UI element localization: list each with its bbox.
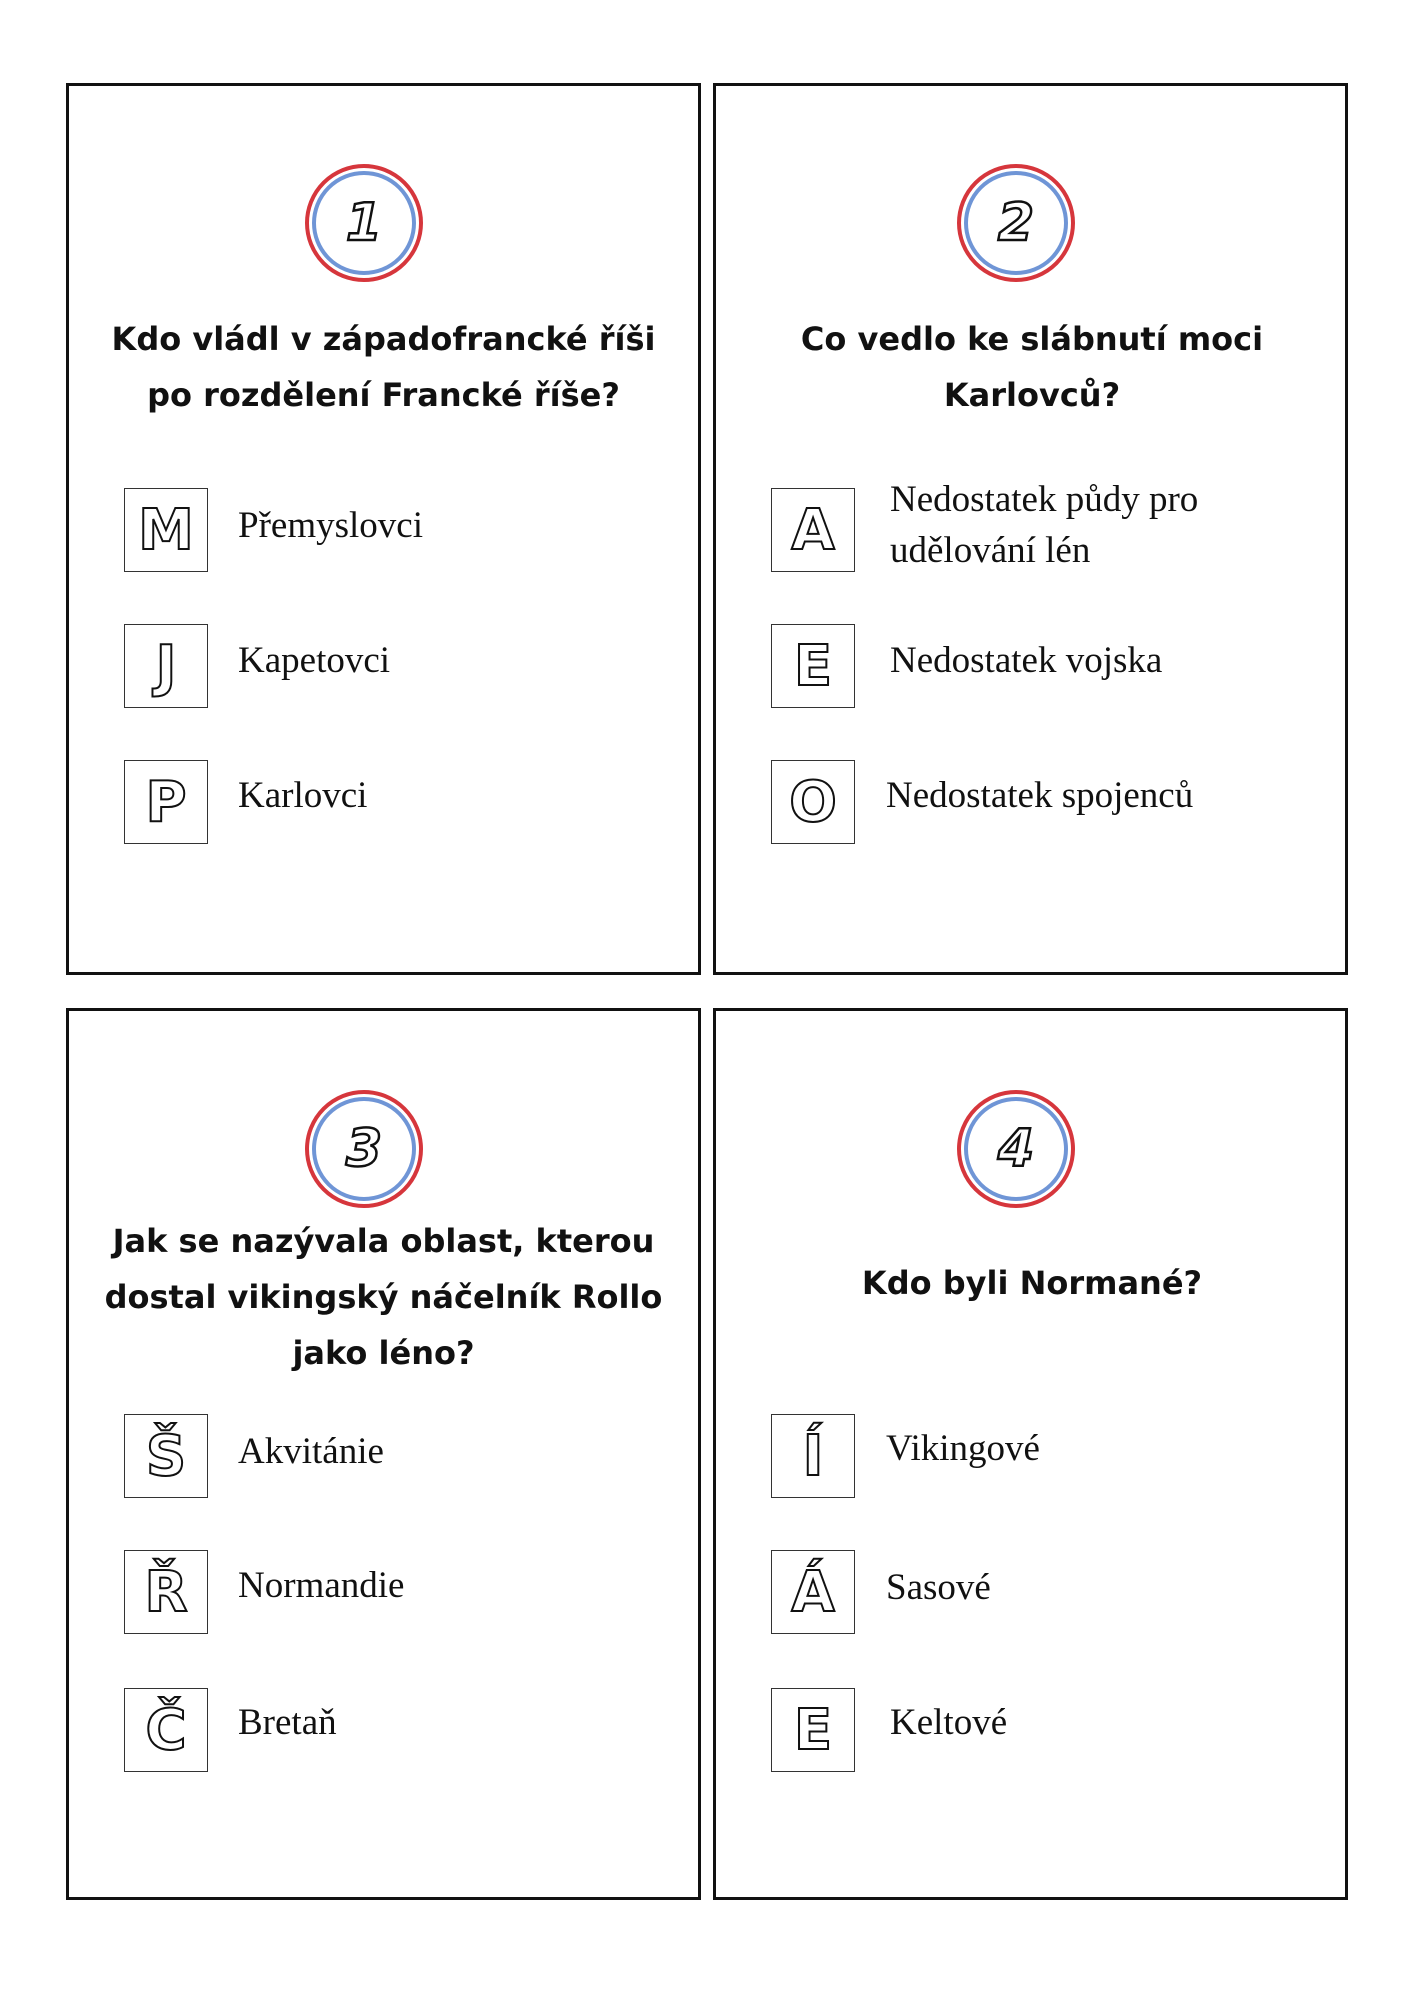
question-number-badge xyxy=(957,1090,1075,1208)
answer-letter-box: Ř xyxy=(124,1550,208,1634)
answer-text: Karlovci xyxy=(238,775,368,816)
question-number: 3 xyxy=(345,1119,383,1179)
answer-text: Kapetovci xyxy=(238,640,391,681)
answer-letter-box: A xyxy=(771,488,855,572)
answer-text: Keltové xyxy=(890,1702,1008,1743)
question-text: Kdo vládl v západofrancké říši po rozdělení Francké říše? xyxy=(111,320,656,414)
question-number: 1 xyxy=(345,193,383,253)
answer-letter-box: J xyxy=(124,624,208,708)
question-number: 4 xyxy=(997,1119,1035,1179)
answer-text: Nedostatek spojenců xyxy=(886,775,1194,816)
question-text: Co vedlo ke slábnutí moci Karlovců? xyxy=(800,320,1264,414)
answer-text: Nedostatek půdy pro udělování lén xyxy=(890,479,1199,571)
question-number-badge xyxy=(305,1090,423,1208)
answer-letter-box: Š xyxy=(124,1414,208,1498)
answer-text: Nedostatek vojska xyxy=(890,640,1163,681)
question-number-badge xyxy=(957,164,1075,282)
answer-text: Akvitánie xyxy=(238,1431,384,1472)
answer-letter-box: Č xyxy=(124,1688,208,1772)
answer-letter-box: O xyxy=(771,760,855,844)
answer-text: Normandie xyxy=(238,1565,405,1606)
question-text: Kdo byli Normané? xyxy=(861,1264,1203,1302)
answer-letter-box: M xyxy=(124,488,208,572)
answer-text: Sasové xyxy=(886,1567,991,1608)
answer-text: Přemyslovci xyxy=(238,505,423,546)
question-number: 2 xyxy=(997,193,1035,253)
question-number-badge xyxy=(305,164,423,282)
answer-text: Vikingové xyxy=(886,1428,1040,1469)
answer-text: Bretaň xyxy=(238,1702,337,1743)
answer-letter-box: P xyxy=(124,760,208,844)
answer-letter-box: E xyxy=(771,624,855,708)
answer-letter-box: E xyxy=(771,1688,855,1772)
question-text: Jak se nazývala oblast, kterou dostal vikingský náčelník Rollo jako léno? xyxy=(104,1222,663,1372)
answer-letter-box: Í xyxy=(771,1414,855,1498)
answer-letter-box: Á xyxy=(771,1550,855,1634)
